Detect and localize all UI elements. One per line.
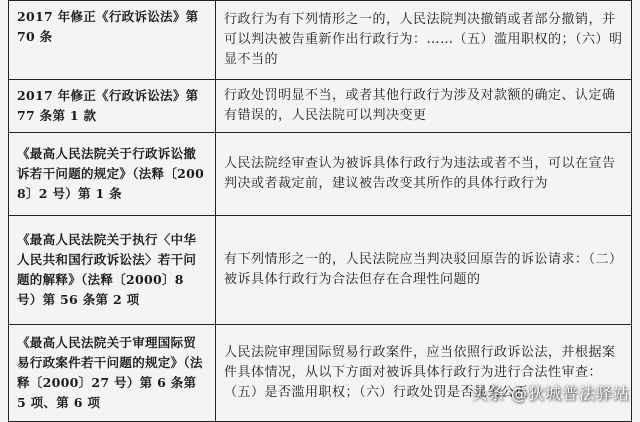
law-citation: 《最高人民法院关于审理国际贸易行政案件若干问题的规定》（法释〔2000〕27 号）第 6 条第 5 项、第 6 项	[9, 325, 216, 422]
table-row	[9, 1, 632, 80]
table-row	[9, 216, 632, 325]
law-content: 行政行为有下列情形之一的，人民法院判决撤销或者部分撤销，并可以判决被告重新作出行政行为：……（五）滥用职权的；（六）明显不当的	[216, 1, 632, 80]
table-row	[9, 325, 632, 422]
law-content: 有下列情形之一的，人民法院应当判决驳回原告的诉讼请求：（二）被诉具体行政行为合法但存在合理性问题的	[216, 216, 632, 325]
document-page	[8, 0, 632, 414]
table-row	[9, 133, 632, 216]
law-citation: 2017 年修正《行政诉讼法》第 70 条	[9, 1, 216, 80]
source-watermark: 头条 @狄城普法驿站	[470, 384, 630, 403]
table-row	[9, 80, 632, 133]
law-comparison-table	[8, 0, 632, 422]
law-content: 人民法院审理国际贸易行政案件，应当依照行政诉讼法，并根据案件具体情况，从以下方面对被诉具体行政行为进行合法性审查：（五）是否滥用职权；（六）行政处罚是否显失公正	[216, 325, 632, 422]
law-content: 行政处罚明显不当，或者其他行政行为涉及对款额的确定、认定确有错误的，人民法院可以判决变更	[216, 80, 632, 133]
law-citation: 《最高人民法院关于执行〈中华人民共和国行政诉讼法〉若干问题的解释》（法释〔2000〕8 号）第 56 条第 2 项	[9, 216, 216, 325]
law-content: 人民法院经审查认为被诉具体行政行为违法或者不当，可以在宣告判决或者裁定前，建议被告改变其所作的具体行政行为	[216, 133, 632, 216]
law-citation: 《最高人民法院关于行政诉讼撤诉若干问题的规定》（法释〔2008〕2 号）第 1 条	[9, 133, 216, 216]
law-citation: 2017 年修正《行政诉讼法》第 77 条第 1 款	[9, 80, 216, 133]
